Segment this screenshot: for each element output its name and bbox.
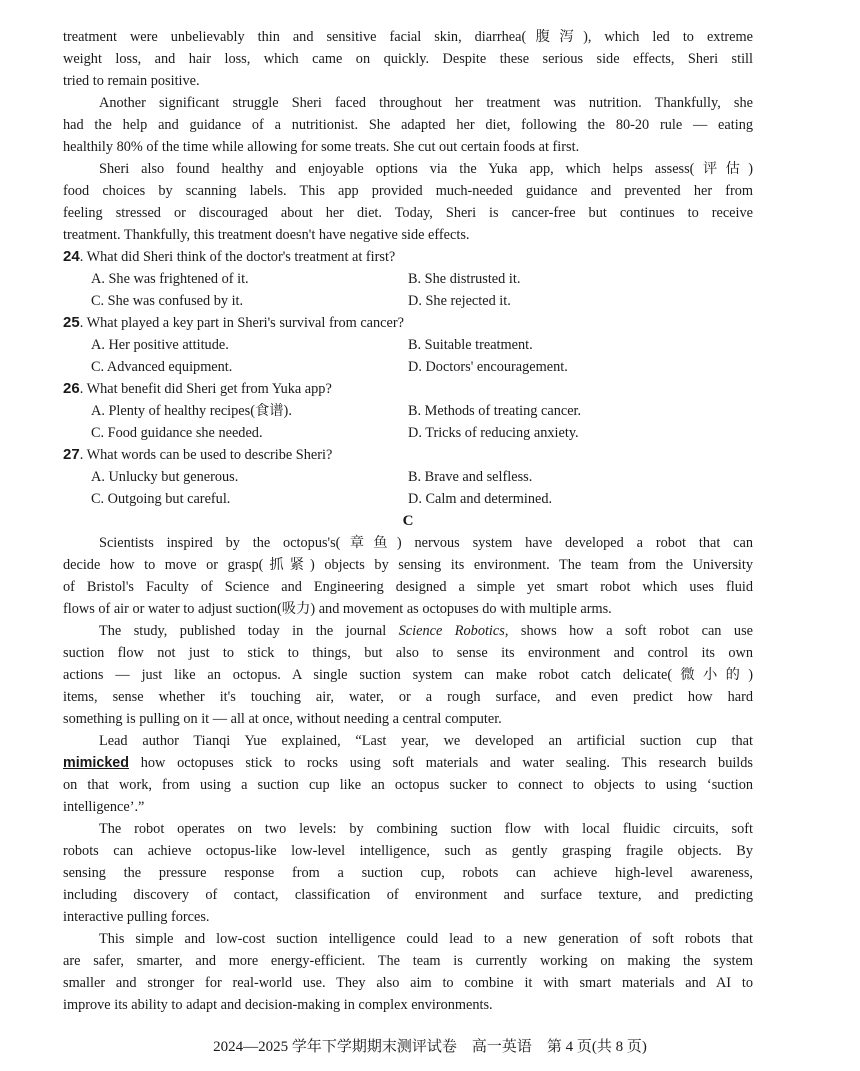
passage-line: This simple and low-cost suction intelligence could lead to a new generation of soft robots that: [99, 931, 753, 947]
option-d[interactable]: D. Doctors' encouragement.: [408, 359, 568, 375]
question-text: . What played a key part in Sheri's survival from cancer?: [79, 315, 404, 331]
option-c[interactable]: C. She was confused by it.: [91, 293, 244, 309]
passage-line: had the help and guidance of a nutritionist. She adapted her diet, following the 80-20 rule — eating: [63, 117, 753, 133]
passage-line: feeling stressed or discouraged about her diet. Today, Sheri is cancer-free but continues to receive: [63, 205, 753, 221]
passage-line: something is pulling on it — all at once, without needing a central computer.: [63, 711, 502, 727]
passage-line: weight loss, and hair loss, which came on quickly. Despite these serious side effects, Sheri still: [63, 51, 753, 67]
options-row: [63, 422, 753, 444]
keyword-mimicked: mimicked: [63, 755, 129, 771]
passage-line: flows of air or water to adjust suction(吸力) and movement as octopuses do with multiple arms.: [63, 601, 612, 617]
passage-line: smaller and stronger for real-world use. They also aim to combine it with smart materials and AI to: [63, 975, 753, 991]
option-d[interactable]: D. She rejected it.: [408, 293, 511, 309]
option-a[interactable]: A. Unlucky but generous.: [91, 469, 239, 485]
journal-name: Science Robotics: [398, 623, 505, 639]
text-segment: The study, published today in the journal: [99, 623, 399, 639]
option-a[interactable]: A. She was frightened of it.: [91, 271, 249, 287]
passage-line: The robot operates on two levels: by combining suction flow with local fluidic circuits, soft: [99, 821, 753, 837]
options-row: [63, 290, 753, 312]
passage-line: interactive pulling forces.: [63, 909, 210, 925]
question-27: [63, 444, 753, 466]
question-text: . What did Sheri think of the doctor's treatment at first?: [79, 249, 396, 265]
passage-line: food choices by scanning labels. This app provided much-needed guidance and prevented her from: [63, 183, 753, 199]
option-c[interactable]: C. Food guidance she needed.: [91, 425, 263, 441]
question-26: [63, 378, 753, 400]
text-segment: how octopuses stick to rocks using soft materials and water sealing. This research builds: [128, 755, 753, 771]
passage-line: on that work, from using a suction cup like an octopus sucker to connect to objects to using ‘suction: [63, 777, 753, 793]
passage-line: are safer, smarter, and more energy-efficient. The team is currently working on making the system: [63, 953, 753, 969]
option-d[interactable]: D. Tricks of reducing anxiety.: [408, 425, 579, 441]
option-a[interactable]: A. Her positive attitude.: [91, 337, 229, 353]
option-c[interactable]: C. Advanced equipment.: [91, 359, 233, 375]
passage-line: suction flow not just to stick to things, but also to sense its environment and control its own: [63, 645, 753, 661]
passage-line: items, sense whether it's touching air, water, or a rough surface, and even predict how hard: [63, 689, 753, 705]
option-b[interactable]: B. Suitable treatment.: [408, 337, 533, 353]
passage-line: robots can achieve octopus-like low-level intelligence, such as gently grasping fragile objects. By: [63, 843, 753, 859]
question-number: 27: [63, 446, 80, 463]
options-row: [63, 334, 753, 356]
passage-line: treatment. Thankfully, this treatment doesn't have negative side effects.: [63, 227, 470, 243]
passage-line: Sheri also found healthy and enjoyable options via the Yuka app, which helps assess(评估): [99, 161, 753, 177]
question-25: [63, 312, 753, 334]
option-c[interactable]: C. Outgoing but careful.: [91, 491, 231, 507]
passage-line: improve its ability to adapt and decision-making in complex environments.: [63, 997, 493, 1013]
options-row: [63, 466, 753, 488]
passage-line: tried to remain positive.: [63, 73, 200, 89]
option-b[interactable]: B. Methods of treating cancer.: [408, 403, 582, 419]
passage-line: sensing the pressure response from a suction cup, robots can achieve high-level awareness,: [63, 865, 753, 881]
passage-line: intelligence’.”: [63, 799, 145, 815]
question-24: [63, 246, 753, 268]
passage-line: decide how to move or grasp(抓紧) objects by sensing its environment. The team from the University: [63, 557, 753, 573]
options-row: [63, 268, 753, 290]
options-row: [63, 488, 753, 510]
option-a[interactable]: A. Plenty of healthy recipes(食谱).: [91, 403, 292, 419]
passage-line: including discovery of contact, classification of environment and surface texture, and predicting: [63, 887, 753, 903]
section-heading: C: [402, 513, 414, 529]
passage-line: of Bristol's Faculty of Science and Engineering designed a simple yet smart robot which uses fluid: [63, 579, 753, 595]
question-text: . What words can be used to describe Sheri?: [79, 447, 333, 463]
option-d[interactable]: D. Calm and determined.: [408, 491, 553, 507]
question-number: 24: [63, 248, 80, 265]
options-row: [63, 400, 753, 422]
passage-line: Another significant struggle Sheri faced throughout her treatment was nutrition. Thankfully, she: [99, 95, 753, 111]
page-footer: 2024—2025 学年下学期期末测评试卷 高一英语 第 4 页(共 8 页): [213, 1039, 647, 1055]
passage-line: treatment were unbelievably thin and sensitive facial skin, diarrhea(腹泻), which led to extreme: [63, 29, 753, 45]
question-number: 25: [63, 314, 80, 331]
question-text: . What benefit did Sheri get from Yuka app?: [79, 381, 332, 397]
option-b[interactable]: B. She distrusted it.: [408, 271, 521, 287]
passage-line: Scientists inspired by the octopus's(章鱼) nervous system have developed a robot that can: [99, 535, 753, 551]
passage-line: [63, 752, 753, 774]
text-segment: , shows how a soft robot can use: [504, 623, 753, 639]
question-number: 26: [63, 380, 80, 397]
passage-line: [63, 620, 753, 642]
passage-line: Lead author Tianqi Yue explained, “Last year, we developed an artificial suction cup that: [99, 733, 753, 749]
passage-line: actions — just like an octopus. A single suction system can make robot catch delicate(微小的): [63, 667, 753, 683]
option-b[interactable]: B. Brave and selfless.: [408, 469, 533, 485]
passage-line: healthily 80% of the time while allowing for some treats. She cut out certain foods at first.: [63, 139, 580, 155]
options-row: [63, 356, 753, 378]
